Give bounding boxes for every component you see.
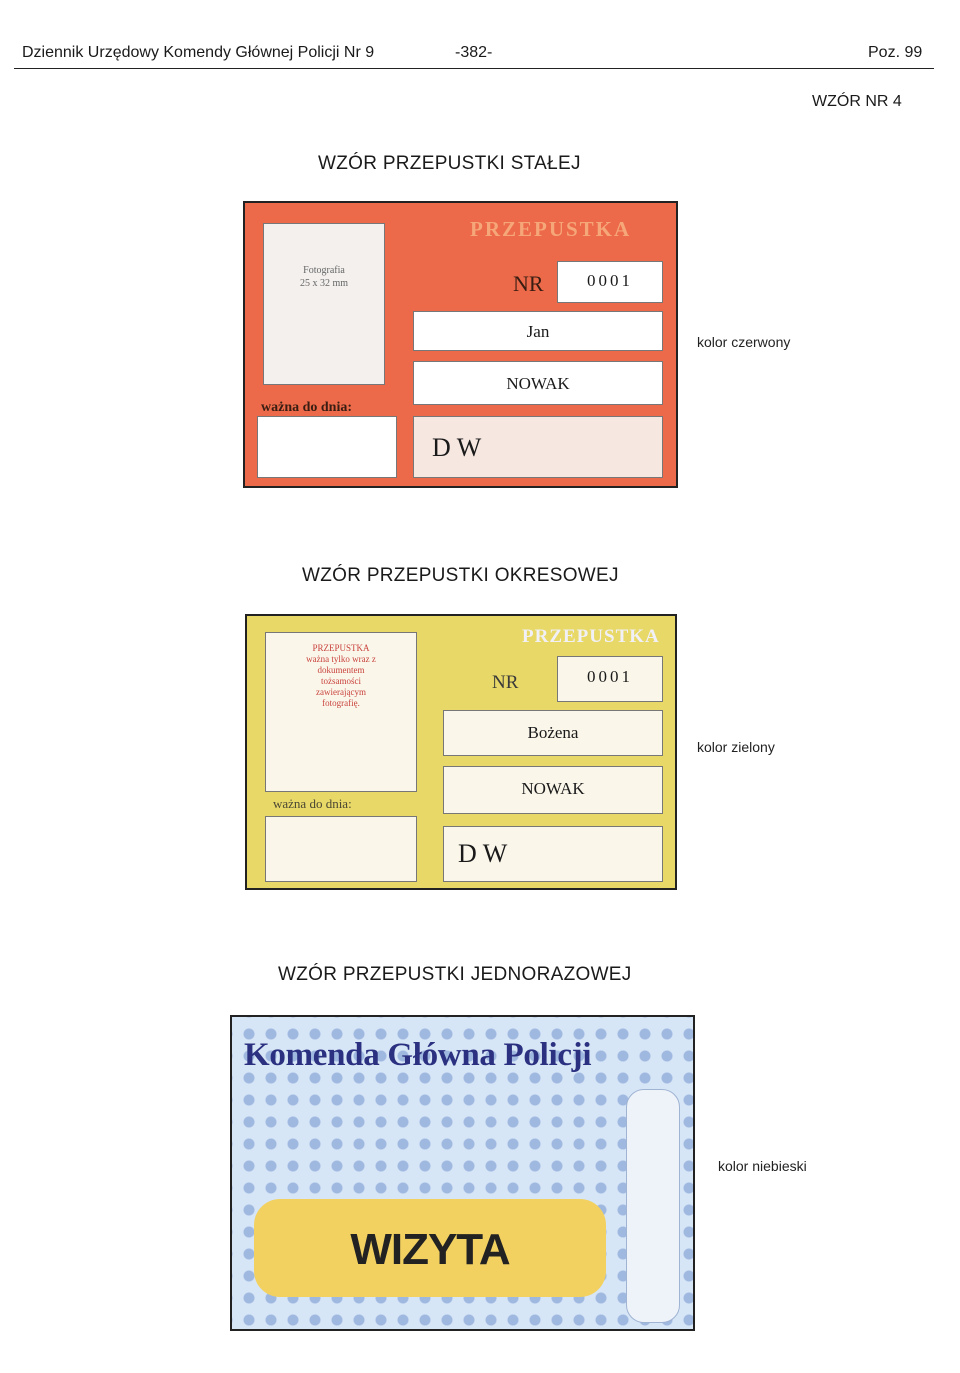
notice-text: PRZEPUSTKA ważna tylko wraz z dokumentem tożsamości zawierającym fotografię. [306,643,376,708]
first-name-box [413,311,663,351]
header-publication: Dziennik Urzędowy Komendy Głównej Policji Nr 9 [22,44,375,61]
dept-code: D W [458,839,508,868]
valid-until-label: ważna do dnia: [273,796,352,811]
color-note-blue: kolor niebieski [718,1158,807,1174]
last-name-box [443,766,663,814]
first-name: Jan [526,322,550,341]
nr-value: 0001 [587,271,633,290]
header-rule [14,68,934,69]
color-note-red: kolor czerwony [697,334,791,350]
nr-label: NR [513,271,544,296]
valid-until-box [265,816,417,882]
periodic-pass-card [245,614,677,890]
last-name-box [413,361,663,405]
section-title-single-pass: WZÓR PRZEPUSTKI JEDNORAZOWEJ [278,964,632,985]
nr-box [557,261,663,303]
photo-placeholder [263,223,385,385]
pass-title: PRZEPUSTKA [522,626,660,647]
header-page-number: -382- [455,44,493,61]
photo-caption: Fotografia 25 x 32 mm [299,265,349,289]
first-name-box [443,710,663,756]
police-hq-title: Komenda Główna Policji [244,1037,592,1073]
visit-label: WIZYTA [350,1225,510,1274]
single-pass-card [230,1015,695,1331]
visit-badge [254,1199,606,1297]
nr-label: NR [492,672,519,693]
template-number: WZÓR NR 4 [812,93,902,110]
dept-code: D W [432,433,482,462]
valid-until-box [257,416,397,478]
dept-box [413,416,663,478]
first-name: Bożena [527,723,579,742]
nr-value: 0001 [587,667,633,686]
last-name: NOWAK [521,779,585,798]
color-note-green: kolor zielony [697,739,775,755]
header-position: Poz. 99 [868,44,923,61]
clip-slot [626,1089,680,1323]
section-title-permanent-pass: WZÓR PRZEPUSTKI STAŁEJ [318,153,581,174]
section-title-periodic-pass: WZÓR PRZEPUSTKI OKRESOWEJ [302,565,619,586]
notice-box [265,632,417,792]
nr-box [557,656,663,702]
pass-title: PRZEPUSTKA [470,217,632,241]
valid-until-label: ważna do dnia: [261,400,353,415]
permanent-pass-card [243,201,678,488]
last-name: NOWAK [506,374,570,393]
dept-box [443,826,663,882]
